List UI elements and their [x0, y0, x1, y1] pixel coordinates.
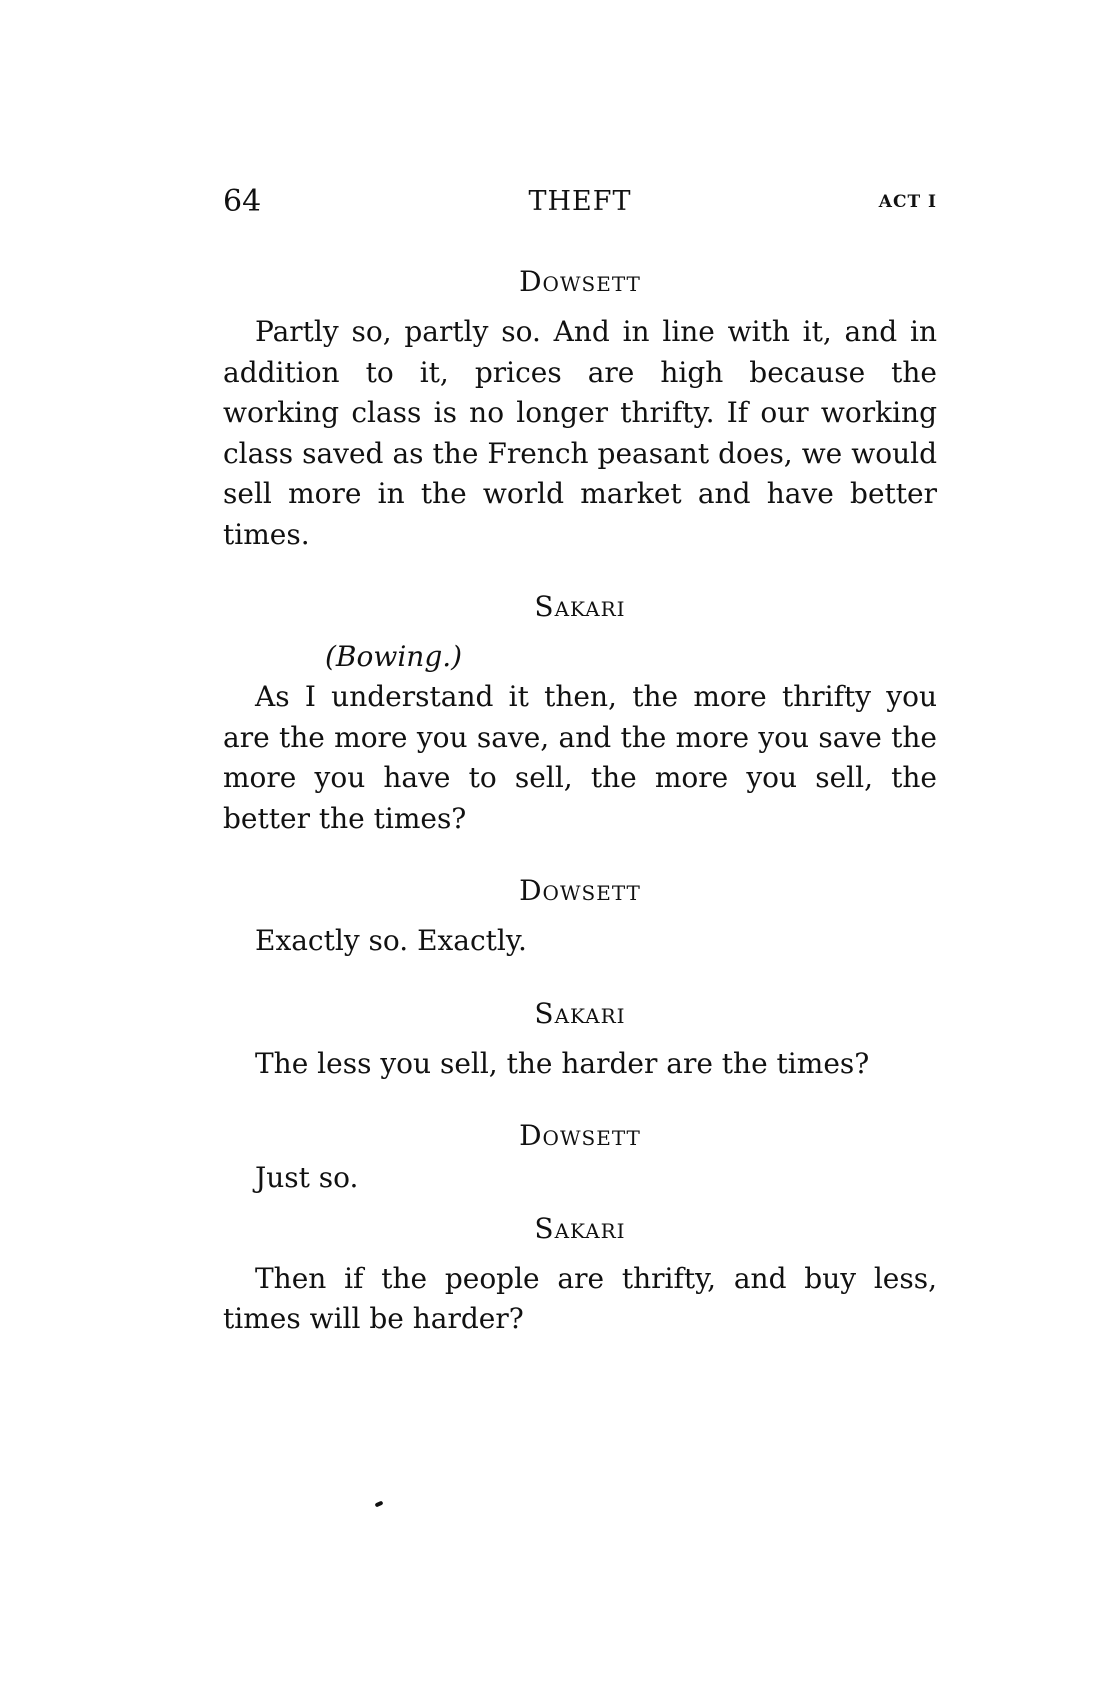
stage-direction: (Bowing.): [325, 640, 463, 673]
speech: The less you sell, the harder are the times?: [255, 1046, 870, 1080]
ink-mark: [375, 1500, 384, 1507]
book-title: THEFT: [528, 186, 632, 217]
speaker-name: Sakari: [534, 590, 626, 623]
page-number: 64: [223, 184, 262, 219]
speech: Partly so, partly so. And in line with it, and in addition to it, prices are high because the working class is no longer thrifty. If our working class saved as the French peasant does, we would sell more in the world market and have better times.: [223, 315, 937, 551]
speaker-name: Dowsett: [519, 1119, 641, 1152]
speaker-name: Sakari: [534, 996, 626, 1030]
speech: Then if the people are thrifty, and buy less, times will be harder?: [223, 1261, 937, 1335]
speech: Just so.: [255, 1161, 359, 1194]
act-label: ACT I: [878, 192, 937, 212]
speech: Exactly so. Exactly.: [255, 924, 527, 957]
speaker-name: Sakari: [534, 1211, 626, 1245]
dialogue-block: [223, 262, 937, 1356]
running-head: [223, 184, 937, 224]
speech: As I understand it then, the more thrifty you are the more you save, and the more you save the more you have to sell, the more you sell, the better the times?: [223, 680, 937, 835]
speaker-name: Dowsett: [519, 874, 641, 907]
speaker-name: Dowsett: [519, 265, 641, 298]
